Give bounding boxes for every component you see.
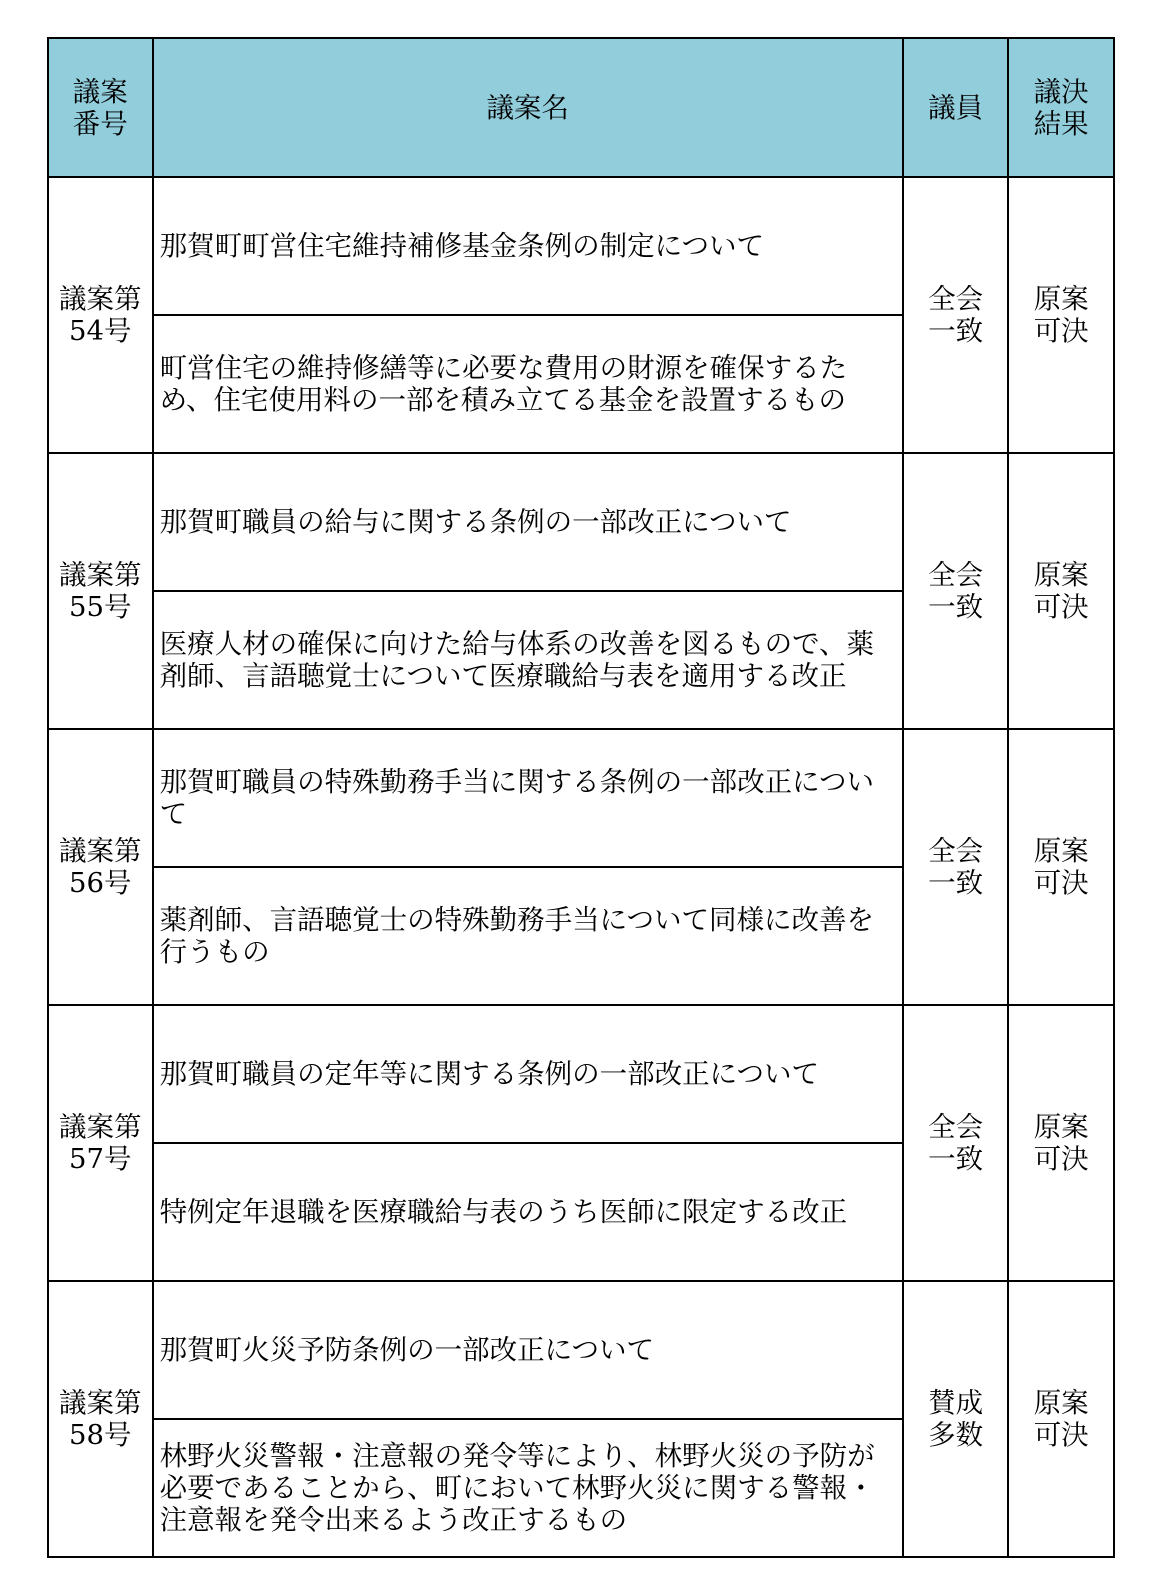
- bill-title: 那賀町職員の特殊勤務手当に関する条例の一部改正について: [153, 729, 903, 867]
- bill-number-cell: [48, 453, 153, 729]
- bill-number-cell: [48, 729, 153, 1005]
- table-row: [48, 729, 1114, 867]
- table-row: [48, 177, 1114, 315]
- bill-title: 那賀町町営住宅維持補修基金条例の制定について: [153, 177, 903, 315]
- bill-number: 議案第55号: [59, 559, 142, 623]
- bill-results-table: [47, 37, 1115, 1558]
- header-result-label: 議決結果: [1033, 75, 1089, 140]
- bill-summary: 医療人材の確保に向けた給与体系の改善を図るもので、薬剤師、言語聴覚士について医療職給与表を適用する改正: [153, 591, 903, 729]
- table-row: [48, 453, 1114, 591]
- result: 原案可決: [1033, 1111, 1089, 1175]
- result: 原案可決: [1033, 283, 1089, 347]
- bill-summary: 林野火災警報・注意報の発令等により、林野火災の予防が必要であることから、町において林野火災に関する警報・注意報を発令出来るよう改正するもの: [153, 1419, 903, 1557]
- vote: 全会一致: [928, 1111, 984, 1175]
- result-cell: [1008, 1281, 1114, 1557]
- bill-summary: 特例定年退職を医療職給与表のうち医師に限定する改正: [153, 1143, 903, 1281]
- vote: 賛成多数: [928, 1387, 984, 1451]
- result: 原案可決: [1033, 835, 1089, 899]
- header-result: [1008, 38, 1114, 177]
- header-name: 議案名: [153, 38, 903, 177]
- vote: 全会一致: [928, 835, 984, 899]
- result-cell: [1008, 453, 1114, 729]
- result: 原案可決: [1033, 559, 1089, 623]
- bill-number-cell: [48, 1281, 153, 1557]
- bill-number: 議案第57号: [59, 1111, 142, 1175]
- table-header-row: [48, 38, 1114, 177]
- bill-title: 那賀町職員の定年等に関する条例の一部改正について: [153, 1005, 903, 1143]
- vote: 全会一致: [928, 559, 984, 623]
- bill-summary: 薬剤師、言語聴覚士の特殊勤務手当について同様に改善を行うもの: [153, 867, 903, 1005]
- bill-summary: 町営住宅の維持修繕等に必要な費用の財源を確保するため、住宅使用料の一部を積み立てる基金を設置するもの: [153, 315, 903, 453]
- vote-cell: [903, 1005, 1009, 1281]
- header-number-label: 議案番号: [72, 75, 128, 140]
- header-number: [48, 38, 153, 177]
- result-cell: [1008, 1005, 1114, 1281]
- vote-cell: [903, 729, 1009, 1005]
- bill-title: 那賀町火災予防条例の一部改正について: [153, 1281, 903, 1419]
- vote-cell: [903, 1281, 1009, 1557]
- table-row: [48, 1005, 1114, 1143]
- header-members: 議員: [903, 38, 1009, 177]
- bill-title: 那賀町職員の給与に関する条例の一部改正について: [153, 453, 903, 591]
- bill-number-cell: [48, 1005, 153, 1281]
- table-row: [48, 1281, 1114, 1419]
- bill-number: 議案第56号: [59, 835, 142, 899]
- bill-number: 議案第58号: [59, 1387, 142, 1451]
- vote-cell: [903, 177, 1009, 453]
- bill-number: 議案第54号: [59, 283, 142, 347]
- vote: 全会一致: [928, 283, 984, 347]
- result: 原案可決: [1033, 1387, 1089, 1451]
- result-cell: [1008, 729, 1114, 1005]
- bill-number-cell: [48, 177, 153, 453]
- vote-cell: [903, 453, 1009, 729]
- result-cell: [1008, 177, 1114, 453]
